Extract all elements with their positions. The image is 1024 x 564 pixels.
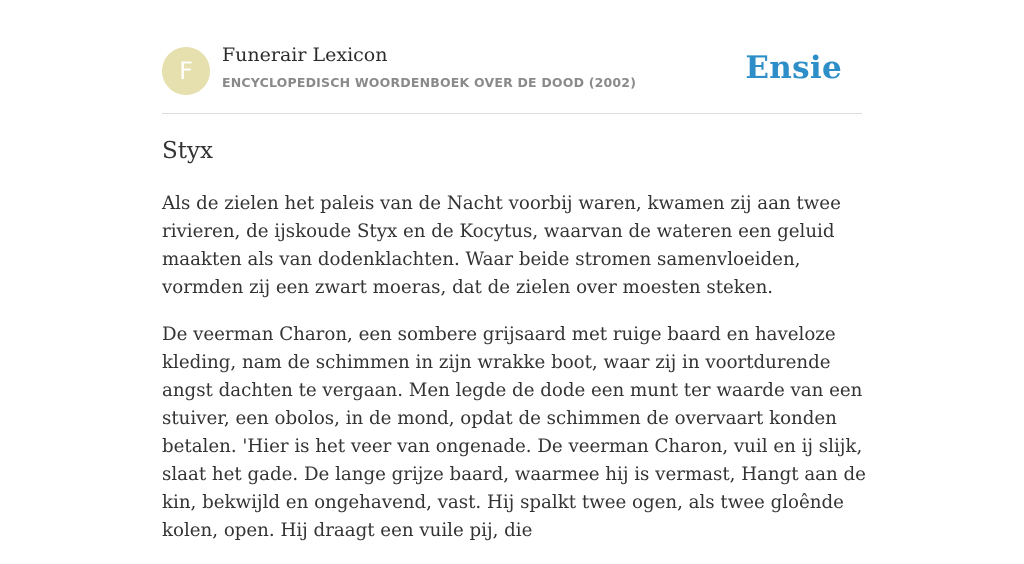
lexicon-subtitle: ENCYCLOPEDISCH WOORDENBOEK OVER DE DOOD (2002) (222, 75, 637, 90)
entry-paragraph: Als de zielen het paleis van de Nacht voorbij waren, kwamen zij aan twee rivieren, de ijskoude Styx en de Kocytus, waarvan de wateren een geluid maakten als van dodenklachten. Waar beide stromen samenvloeiden, vormden zij een zwart moeras, dat de zielen over moesten steken. (162, 193, 841, 298)
entry-paragraph: De veerman Charon, een sombere grijsaard met ruige baard en haveloze kleding, nam de schimmen in zijn wrakke boot, waar zij in voortdurende angst dachten te vergaan. Men legde de dode een munt ter waarde van een stuiver, een obolos, in de mond, opdat de schimmen de overvaart konden betalen. 'Hier is het veer van ongenade. De veerman Charon, vuil en ij slijk, slaat het gade. De lange grijze baard, waarmee hij is vermast, Hangt aan de kin, bekwijld en ongehavend, vast. Hij spalkt twee ogen, als twee gloênde kolen, open. Hij draagt een vuile pij, die (162, 324, 866, 541)
lexicon-header (162, 0, 862, 114)
lexicon-title-link[interactable]: Funerair Lexicon (222, 44, 388, 66)
lexicon-avatar[interactable]: F (162, 47, 210, 95)
ensie-logo-link[interactable]: Ensie (745, 50, 842, 86)
content-column (162, 0, 866, 541)
entry-body (162, 190, 866, 564)
entry-title: Styx (162, 138, 213, 164)
